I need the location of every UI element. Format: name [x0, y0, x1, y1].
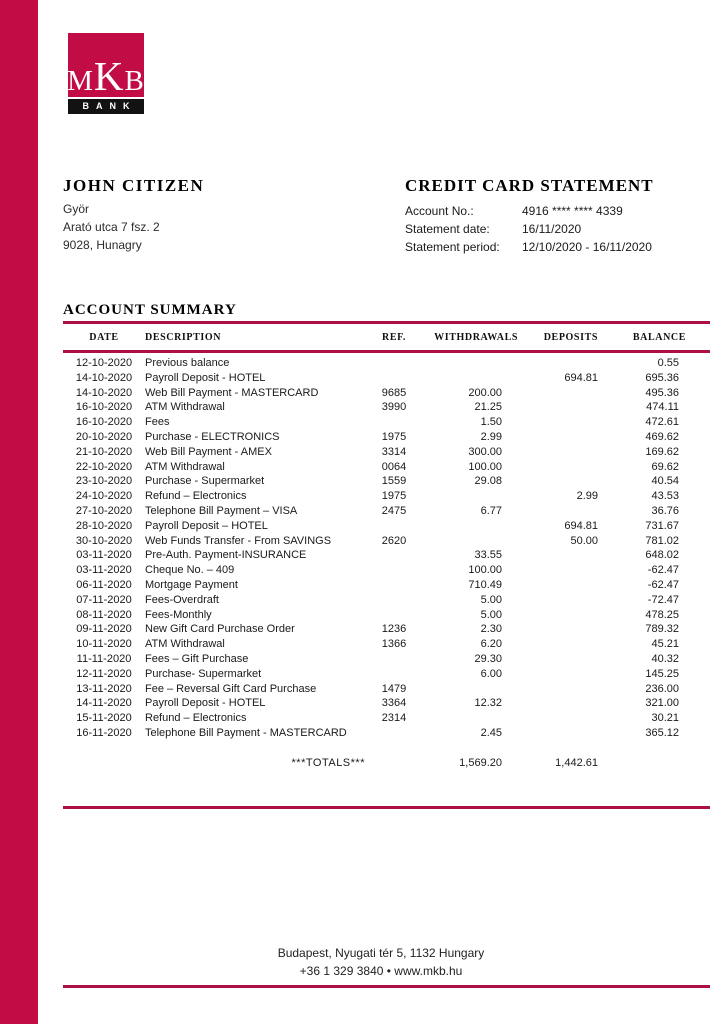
totals-row: [63, 756, 710, 771]
table-cell: 06-11-2020: [76, 578, 132, 591]
table-row: [63, 593, 710, 608]
table-cell: [423, 489, 518, 504]
table-cell: 03-11-2020: [76, 564, 132, 577]
table-cell: Fees: [145, 416, 170, 429]
table-cell: 1.50: [480, 416, 502, 429]
table-cell: 23-10-2020: [75, 475, 133, 488]
table-cell: 321.00: [645, 697, 679, 710]
logo-letter: K: [93, 53, 125, 100]
bank-logo-subtext: BANK: [68, 99, 144, 114]
table-cell: [423, 711, 518, 726]
customer-address-line: Arató utca 7 fsz. 2: [63, 220, 160, 234]
table-cell: 1479: [381, 682, 407, 695]
table-cell: 2.30: [480, 623, 502, 636]
table-cell: 2475: [381, 504, 407, 517]
divider-totals: [63, 806, 710, 809]
logo-letter: M: [67, 65, 94, 98]
table-cell: 100.00: [468, 564, 502, 577]
table-cell: 10-11-2020: [76, 638, 132, 651]
table-cell: 2620: [381, 534, 407, 547]
table-row: [63, 622, 710, 637]
bank-logo: [68, 33, 144, 114]
table-cell: 14-11-2020: [76, 697, 132, 710]
table-header-row: [63, 332, 710, 343]
divider-heading: [63, 321, 710, 324]
table-cell: [365, 667, 423, 682]
table-cell: 472.61: [645, 416, 679, 429]
table-cell: [518, 548, 598, 563]
totals-spacer: [63, 756, 145, 771]
table-cell: 6.00: [480, 667, 502, 680]
statement-field-label: Statement period:: [405, 240, 500, 254]
table-row: [63, 519, 710, 534]
table-cell: 100.00: [468, 460, 502, 473]
table-row: [63, 430, 710, 445]
column-header: DEPOSITS: [543, 332, 598, 343]
table-cell: 69.62: [651, 460, 679, 473]
table-cell: 30-10-2020: [75, 534, 133, 547]
table-cell: [365, 548, 423, 563]
table-cell: 1236: [381, 623, 407, 636]
table-cell: [518, 356, 598, 371]
bank-logo-mark: [67, 33, 145, 100]
table-cell: 28-10-2020: [75, 519, 133, 532]
table-cell: 14-10-2020: [75, 371, 133, 384]
table-row: [63, 682, 710, 697]
table-cell: [518, 682, 598, 697]
table-cell: 6.77: [480, 504, 502, 517]
table-cell: 0064: [381, 460, 407, 473]
table-cell: 469.62: [645, 430, 679, 443]
table-cell: 24-10-2020: [75, 490, 133, 503]
table-cell: [423, 682, 518, 697]
table-cell: 3990: [381, 401, 407, 414]
column-header: DATE: [89, 332, 119, 343]
table-row: [63, 371, 710, 386]
table-row: [63, 652, 710, 667]
column-header: BALANCE: [632, 332, 686, 343]
footer-address: Budapest, Nyugati tér 5, 1132 Hungary: [277, 946, 485, 960]
table-cell: Fees – Gift Purchase: [145, 652, 249, 665]
table-cell: Payroll Deposit - HOTEL: [145, 697, 266, 710]
table-cell: [423, 519, 518, 534]
table-row: [63, 400, 710, 415]
table-cell: 731.67: [645, 519, 679, 532]
table-cell: [365, 356, 423, 371]
table-cell: ATM Withdrawal: [145, 638, 225, 651]
table-cell: [518, 608, 598, 623]
table-cell: 16-10-2020: [75, 401, 133, 414]
table-cell: [518, 400, 598, 415]
table-cell: ATM Withdrawal: [145, 460, 225, 473]
table-cell: 20-10-2020: [75, 430, 133, 443]
table-row: [63, 445, 710, 460]
table-cell: Refund – Electronics: [145, 712, 247, 725]
table-cell: 2.99: [576, 490, 598, 503]
table-row: [63, 474, 710, 489]
table-cell: [518, 711, 598, 726]
table-cell: 29.30: [474, 652, 502, 665]
table-cell: 16-10-2020: [75, 416, 133, 429]
table-cell: 13-11-2020: [76, 682, 132, 695]
table-cell: [423, 356, 518, 371]
footer: [38, 944, 724, 980]
table-cell: Previous balance: [145, 357, 230, 369]
table-cell: [518, 593, 598, 608]
table-cell: [518, 430, 598, 445]
table-cell: 1559: [381, 475, 407, 488]
account-summary-heading: ACCOUNT SUMMARY: [63, 302, 237, 318]
table-cell: Web Bill Payment - AMEX: [145, 445, 272, 458]
table-cell: Fee – Reversal Gift Card Purchase: [145, 682, 317, 695]
statement-field-value: 12/10/2020 - 16/11/2020: [522, 240, 652, 254]
table-cell: 648.02: [645, 549, 679, 562]
table-cell: 695.36: [645, 371, 679, 384]
table-cell: 3364: [381, 697, 407, 710]
table-cell: [423, 371, 518, 386]
divider-footer: [63, 985, 710, 988]
table-row: [63, 460, 710, 475]
table-cell: [518, 460, 598, 475]
table-row: [63, 504, 710, 519]
table-cell: 11-11-2020: [76, 652, 132, 665]
statement-field-value: 16/11/2020: [522, 222, 582, 236]
table-cell: Pre-Auth. Payment-INSURANCE: [145, 549, 307, 562]
statement-field-value: 4916 **** **** 4339: [522, 204, 623, 218]
table-cell: Payroll Deposit – HOTEL: [145, 519, 268, 532]
table-cell: 200.00: [468, 386, 502, 399]
table-cell: [518, 622, 598, 637]
bank-logo-text: [67, 53, 145, 100]
table-cell: 3314: [381, 445, 407, 458]
table-row: [63, 563, 710, 578]
table-cell: [365, 608, 423, 623]
table-cell: [518, 474, 598, 489]
table-cell: [365, 652, 423, 667]
statement-title: CREDIT CARD STATEMENT: [405, 176, 654, 195]
table-cell: [518, 652, 598, 667]
table-cell: [365, 519, 423, 534]
customer-address-line: 9028, Hunagry: [63, 238, 142, 252]
statement-field-label: Account No.:: [405, 204, 474, 218]
table-cell: 12-11-2020: [76, 667, 132, 680]
table-cell: 365.12: [645, 726, 679, 739]
table-row: [63, 696, 710, 711]
table-row: [63, 726, 710, 741]
table-cell: [518, 415, 598, 430]
customer-block: [63, 176, 204, 254]
table-cell: [365, 578, 423, 593]
table-cell: 1975: [381, 430, 407, 443]
table-cell: 15-11-2020: [76, 712, 132, 725]
table-cell: 5.00: [480, 593, 502, 606]
table-cell: Refund – Electronics: [145, 490, 247, 503]
table-cell: 236.00: [645, 682, 679, 695]
totals-spacer: [598, 756, 686, 771]
table-cell: 145.25: [645, 667, 679, 680]
table-cell: 789.32: [645, 623, 679, 636]
table-cell: 478.25: [645, 608, 679, 621]
table-cell: Telephone Bill Payment - MASTERCARD: [145, 726, 347, 739]
table-cell: -62.47: [647, 564, 679, 577]
statement-field-row: [405, 238, 711, 256]
table-cell: Fees-Overdraft: [145, 593, 219, 606]
table-cell: 2.99: [480, 430, 502, 443]
table-cell: 169.62: [645, 445, 679, 458]
table-cell: 30.21: [651, 712, 679, 725]
table-cell: 694.81: [564, 371, 598, 384]
table-cell: 495.36: [645, 386, 679, 399]
table-cell: 22-10-2020: [75, 460, 133, 473]
table-cell: 474.11: [646, 401, 679, 414]
table-row: [63, 608, 710, 623]
table-cell: 12.32: [474, 697, 502, 710]
table-cell: 5.00: [480, 608, 502, 621]
transactions-body: [63, 356, 710, 741]
table-cell: [365, 415, 423, 430]
table-cell: Web Funds Transfer - From SAVINGS: [145, 534, 332, 547]
table-cell: 21-10-2020: [75, 445, 133, 458]
table-cell: 1975: [381, 490, 407, 503]
table-cell: Fees-Monthly: [145, 608, 212, 621]
table-cell: [518, 578, 598, 593]
table-row: [63, 386, 710, 401]
table-cell: 1366: [381, 638, 407, 651]
table-cell: 2314: [381, 712, 407, 725]
column-header: DESCRIPTION: [145, 332, 222, 343]
table-cell: 694.81: [564, 519, 598, 532]
table-cell: 29.08: [474, 475, 502, 488]
table-cell: 27-10-2020: [75, 504, 133, 517]
table-cell: [518, 726, 598, 741]
table-cell: [518, 386, 598, 401]
table-cell: 50.00: [570, 534, 598, 547]
table-cell: [365, 371, 423, 386]
table-cell: 6.20: [480, 638, 502, 651]
table-cell: [518, 563, 598, 578]
table-cell: 300.00: [468, 445, 502, 458]
table-cell: 03-11-2020: [76, 549, 132, 562]
statement-field-row: [405, 220, 711, 238]
table-cell: 710.49: [468, 578, 502, 591]
table-row: [63, 578, 710, 593]
table-row: [63, 415, 710, 430]
statement-field-row: [405, 202, 711, 220]
table-cell: 781.02: [645, 534, 679, 547]
table-cell: 45.21: [651, 638, 679, 651]
table-cell: 08-11-2020: [76, 608, 132, 621]
table-cell: [518, 696, 598, 711]
column-header: REF.: [382, 332, 406, 343]
table-cell: 21.25: [474, 401, 502, 414]
table-cell: 16-11-2020: [76, 726, 132, 739]
table-cell: 40.54: [651, 475, 679, 488]
table-row: [63, 667, 710, 682]
totals-deposits: 1,442.61: [555, 757, 598, 769]
table-cell: [365, 563, 423, 578]
table-cell: Web Bill Payment - MASTERCARD: [145, 386, 319, 399]
footer-contact: +36 1 329 3840 • www.mkb.hu: [299, 964, 463, 978]
table-cell: 12-10-2020: [75, 357, 133, 369]
totals-withdrawals: 1,569.20: [459, 757, 502, 769]
totals-spacer: [365, 756, 423, 771]
table-cell: 40.32: [651, 652, 679, 665]
left-accent-bar: [0, 0, 38, 1024]
table-row: [63, 489, 710, 504]
table-cell: Purchase - Supermarket: [145, 475, 265, 488]
table-cell: [365, 593, 423, 608]
table-cell: [518, 445, 598, 460]
table-row: [63, 356, 710, 371]
column-header: WITHDRAWALS: [434, 332, 518, 343]
table-cell: -62.47: [647, 578, 679, 591]
customer-address: [63, 200, 204, 254]
table-cell: 07-11-2020: [76, 593, 132, 606]
table-cell: 14-10-2020: [75, 386, 133, 399]
table-cell: [518, 667, 598, 682]
statement-field-label: Statement date:: [405, 222, 490, 236]
table-cell: [518, 637, 598, 652]
table-cell: [365, 726, 423, 741]
table-cell: Payroll Deposit - HOTEL: [145, 371, 266, 384]
table-cell: New Gift Card Purchase Order: [145, 623, 295, 636]
table-cell: Purchase - ELECTRONICS: [145, 430, 280, 443]
table-cell: 36.76: [651, 504, 679, 517]
customer-address-line: Györ: [63, 202, 90, 216]
table-cell: Purchase- Supermarket: [145, 667, 262, 680]
table-cell: 33.55: [474, 549, 502, 562]
table-cell: Mortgage Payment: [145, 578, 238, 591]
table-row: [63, 711, 710, 726]
table-cell: Telephone Bill Payment – VISA: [145, 504, 298, 517]
table-cell: [518, 504, 598, 519]
table-row: [63, 637, 710, 652]
table-row: [63, 534, 710, 549]
table-cell: Cheque No. – 409: [145, 564, 235, 577]
table-cell: [423, 534, 518, 549]
table-cell: 9685: [381, 386, 407, 399]
customer-name: JOHN CITIZEN: [63, 176, 205, 195]
table-cell: 0.55: [657, 357, 679, 369]
table-cell: 09-11-2020: [76, 623, 132, 636]
logo-letter: B: [124, 65, 145, 98]
statement-fields: [405, 202, 711, 256]
table-cell: 43.53: [651, 490, 679, 503]
table-cell: ATM Withdrawal: [145, 401, 225, 414]
table-cell: -72.47: [647, 593, 679, 606]
table-cell: 2.45: [480, 726, 502, 739]
table-row: [63, 548, 710, 563]
statement-block: [405, 176, 711, 256]
divider-header: [63, 350, 710, 353]
totals-label: ***TOTALS***: [291, 757, 365, 769]
